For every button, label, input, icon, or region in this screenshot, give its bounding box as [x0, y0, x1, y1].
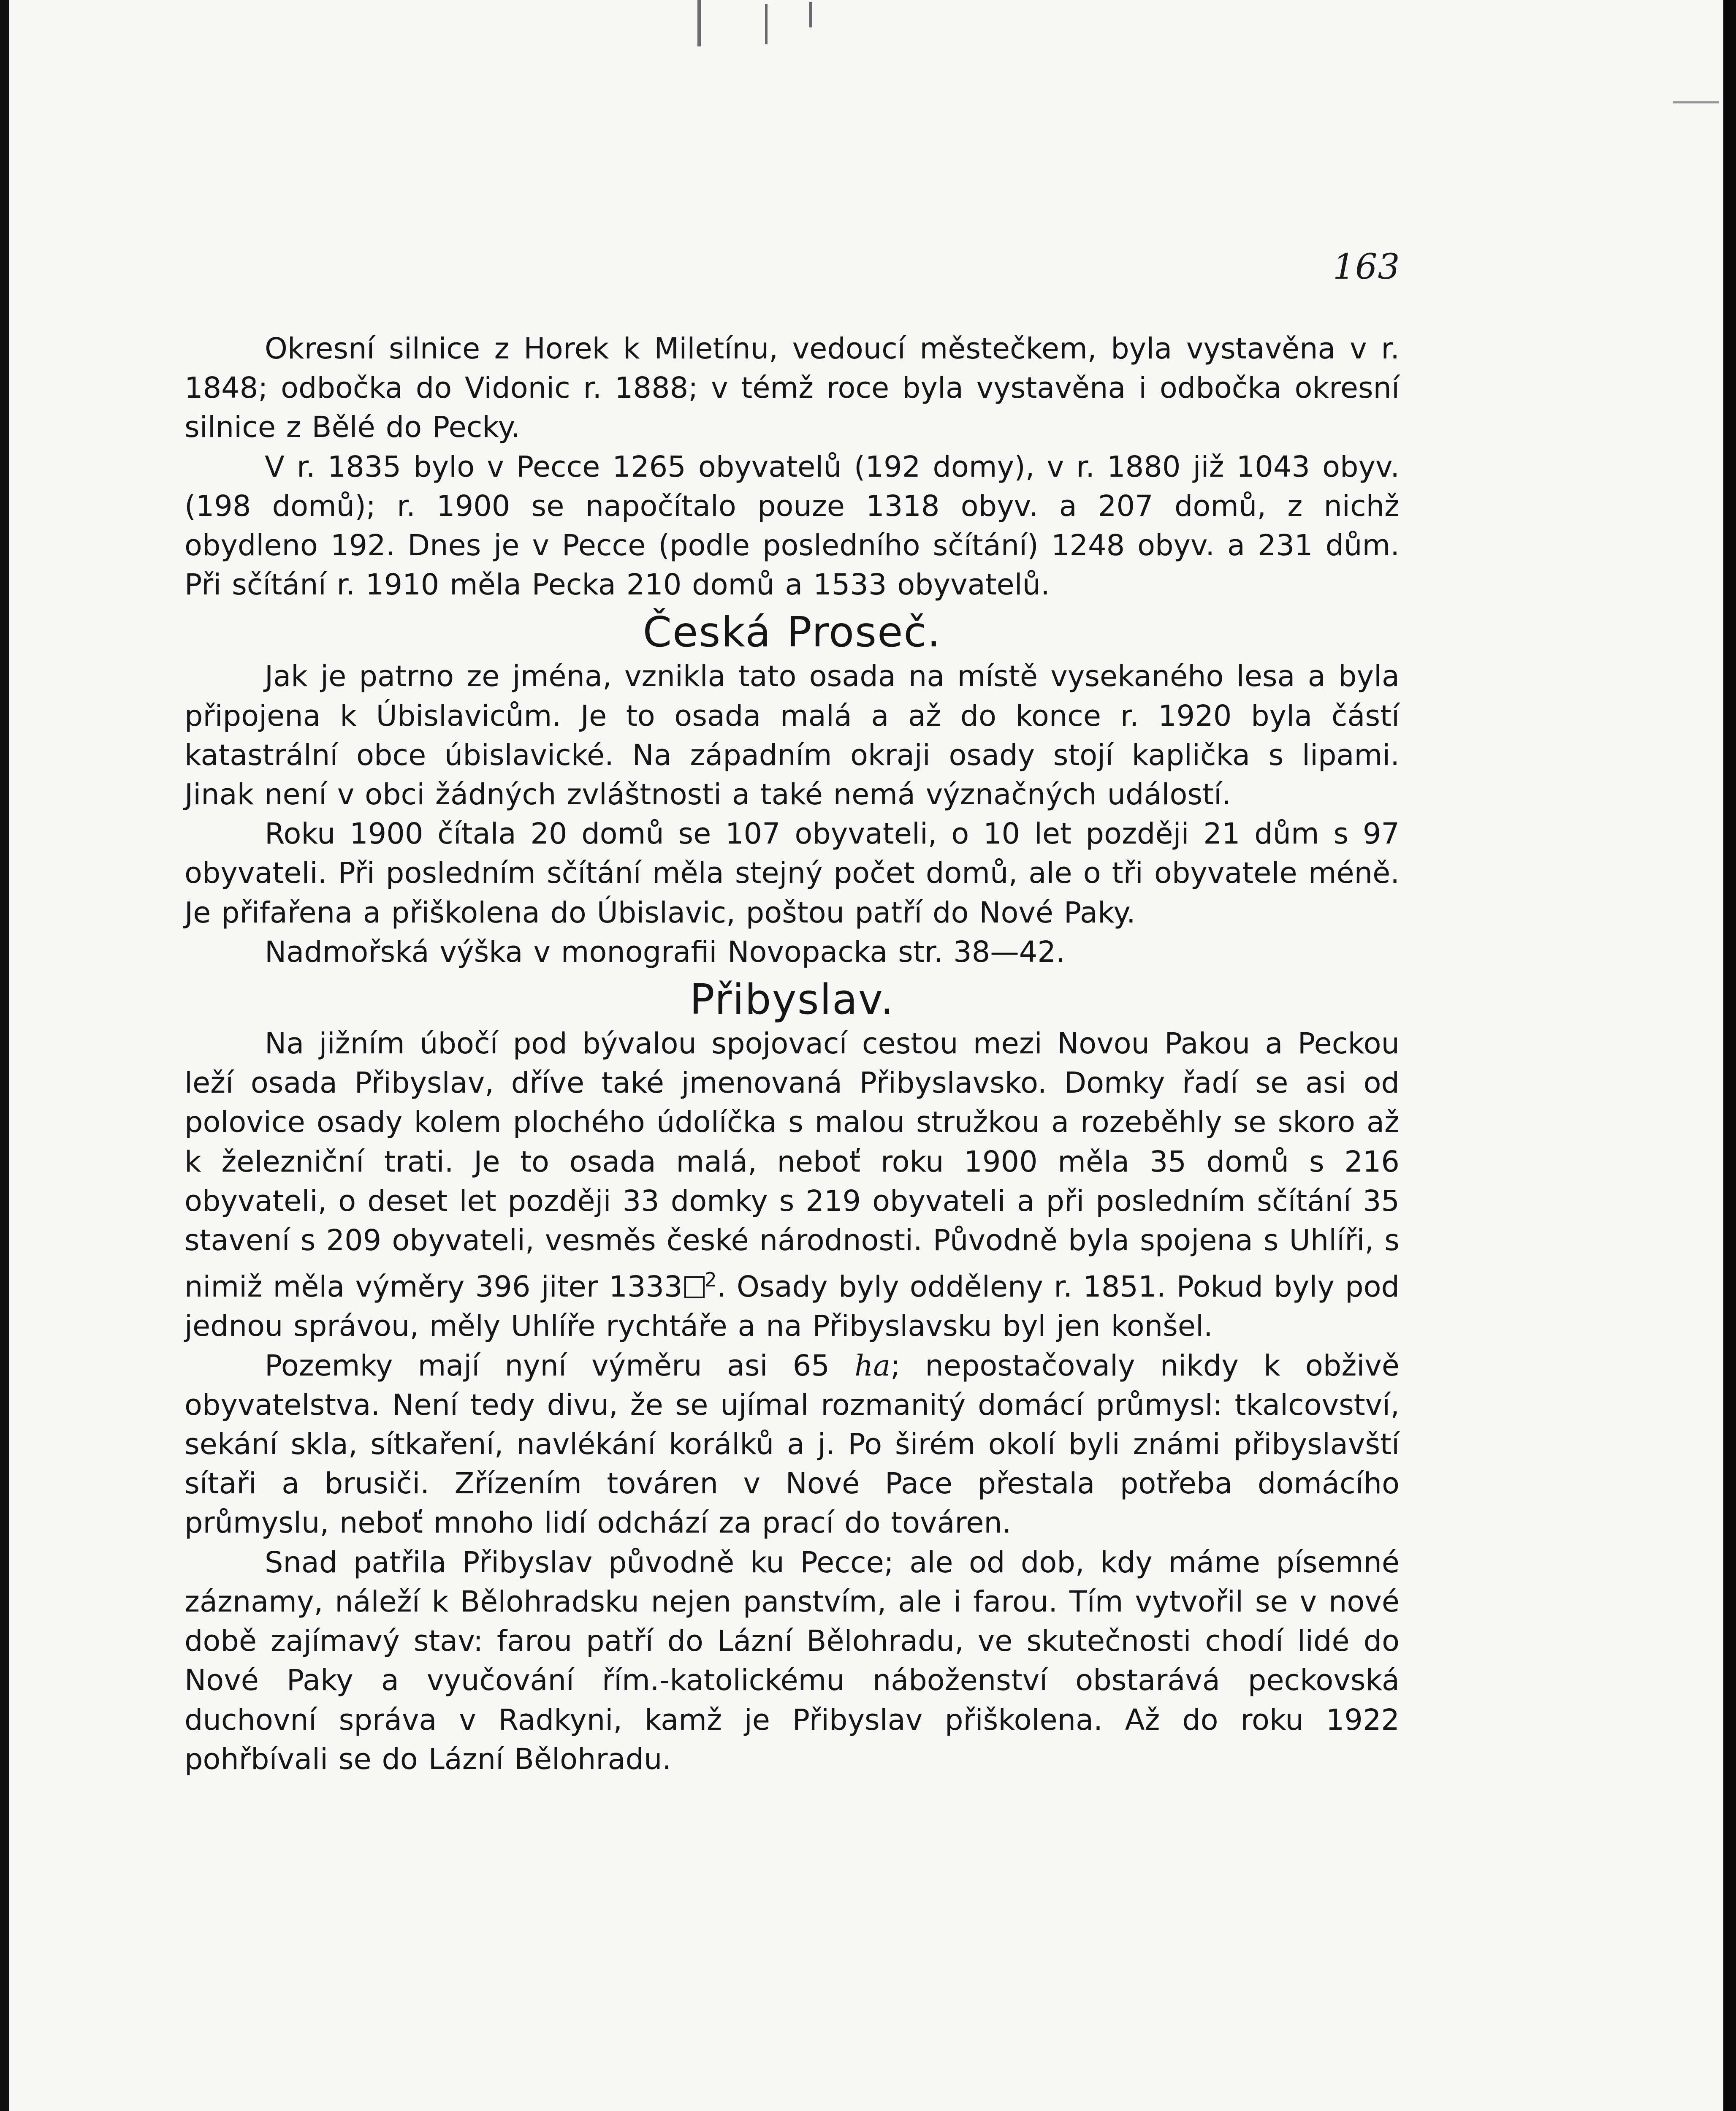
scan-artifact — [809, 2, 812, 27]
paragraph: Snad patřila Přibyslav původně ku Pecce; ale od dob, kdy máme písemné záznamy, náleží k Bělohradsku nejen panstvím, ale i farou. Tím vytvořil se v nové době zajímavý stav: farou patří do Lázní Bělohradu, ve skutečnosti chodí lidé do Nové Paky a vyučování řím.-katolickému náboženství obstarává peckovská duchovní správa v Radkyni, kamž je Přibyslav přiškolena. Až do roku 1922 pohřbívali se do Lázní Bělohradu. — [184, 1545, 1400, 1776]
square-symbol — [684, 1276, 705, 1298]
page-number: 163 — [1333, 247, 1400, 287]
paragraph-text: . Osady byly odděleny r. 1851. Pokud byly pod jednou správou, měly Uhlíře rychtáře a na Přibyslavsku byl jen konšel. — [184, 1270, 1400, 1343]
paragraph-text: ; nepostačovaly nikdy k obživě obyvatelstva. Není tedy divu, že se ujímal rozmanitý domácí průmysl: tkalcovství, sekání skla, sítkaření, navlékání korálků a j. Po širém okolí byli známi přibyslavští sítaři a brusiči. Zřízením továren v Nové Pace přestala potřeba domácího průmyslu, neboť mnoho lidí odchází za prací do továren. — [184, 1349, 1400, 1540]
scan-artifact — [1673, 101, 1719, 103]
paragraph — [184, 1024, 1400, 1346]
scan-artifact — [697, 0, 701, 46]
paragraph-text: Na jižním úbočí pod bývalou spojovací cestou mezi Novou Pakou a Peckou leží osada Přibyslav, dříve také jmenovaná Přibyslavsko. Domky řadí se asi od polovice osady kolem plochého údolíčka s malou stružkou a rozeběhly se skoro až k železniční trati. Je to osada malá, neboť roku 1900 měla 35 domů s 216 obyvateli, o deset let později 33 domky s 219 obyvateli a při posledním sčítání 35 stavení s 209 obyvateli, vesměs české národnosti. Původně byla spojena s Uhlíři, s nimiž měla výměry 396 jiter 1333 — [184, 1027, 1400, 1304]
paragraph: Jak je patrno ze jména, vznikla tato osada na místě vysekaného lesa a byla připojena k Úbislavicům. Je to osada malá a až do konce r. 1920 byla částí katastrální obce úbislavické. Na západním okraji osady stojí kaplička s lipami. Jinak není v obci žádných zvláštnosti a také nemá význačných událostí. — [184, 659, 1400, 812]
paragraph: Roku 1900 čítala 20 domů se 107 obyvateli, o 10 let později 21 dům s 97 obyvateli. Při posledním sčítání měla stejný počet domů, ale o tři obyvatele méně. Je přifařena a přiškolena do Úbislavic, poštou patří do Nové Paky. — [184, 817, 1400, 930]
paragraph — [184, 1346, 1400, 1543]
body-text — [184, 329, 1400, 1779]
paragraph-text: Pozemky mají nyní výměru asi 65 — [265, 1349, 855, 1383]
section-heading: Přibyslav. — [689, 976, 895, 1024]
superscript: 2 — [704, 1268, 717, 1292]
paragraph: V r. 1835 bylo v Pecce 1265 obyvatelů (192 domy), v r. 1880 již 1043 obyv. (198 domů); r. 1900 se napočítalo pouze 1318 obyv. a 207 domů, z nichž obydleno 192. Dnes je v Pecce (podle posledního sčítání) 1248 obyv. a 231 dům. Při sčítání r. 1910 měla Pecka 210 domů a 1533 obyvatelů. — [184, 450, 1400, 602]
scan-artifact — [765, 4, 768, 44]
paragraph: Nadmořská výška v monografii Novopacka str. 38—42. — [265, 935, 1065, 969]
book-page — [9, 0, 1723, 2111]
unit-ha: ha — [854, 1349, 891, 1383]
scan-border-right — [1723, 0, 1736, 2111]
paragraph: Okresní silnice z Horek k Miletínu, vedoucí městečkem, byla vystavěna v r. 1848; odbočka do Vidonic r. 1888; v témž roce byla vystavěna i odbočka okresní silnice z Bělé do Pecky. — [184, 332, 1400, 445]
section-heading: Česká Proseč. — [643, 608, 941, 657]
